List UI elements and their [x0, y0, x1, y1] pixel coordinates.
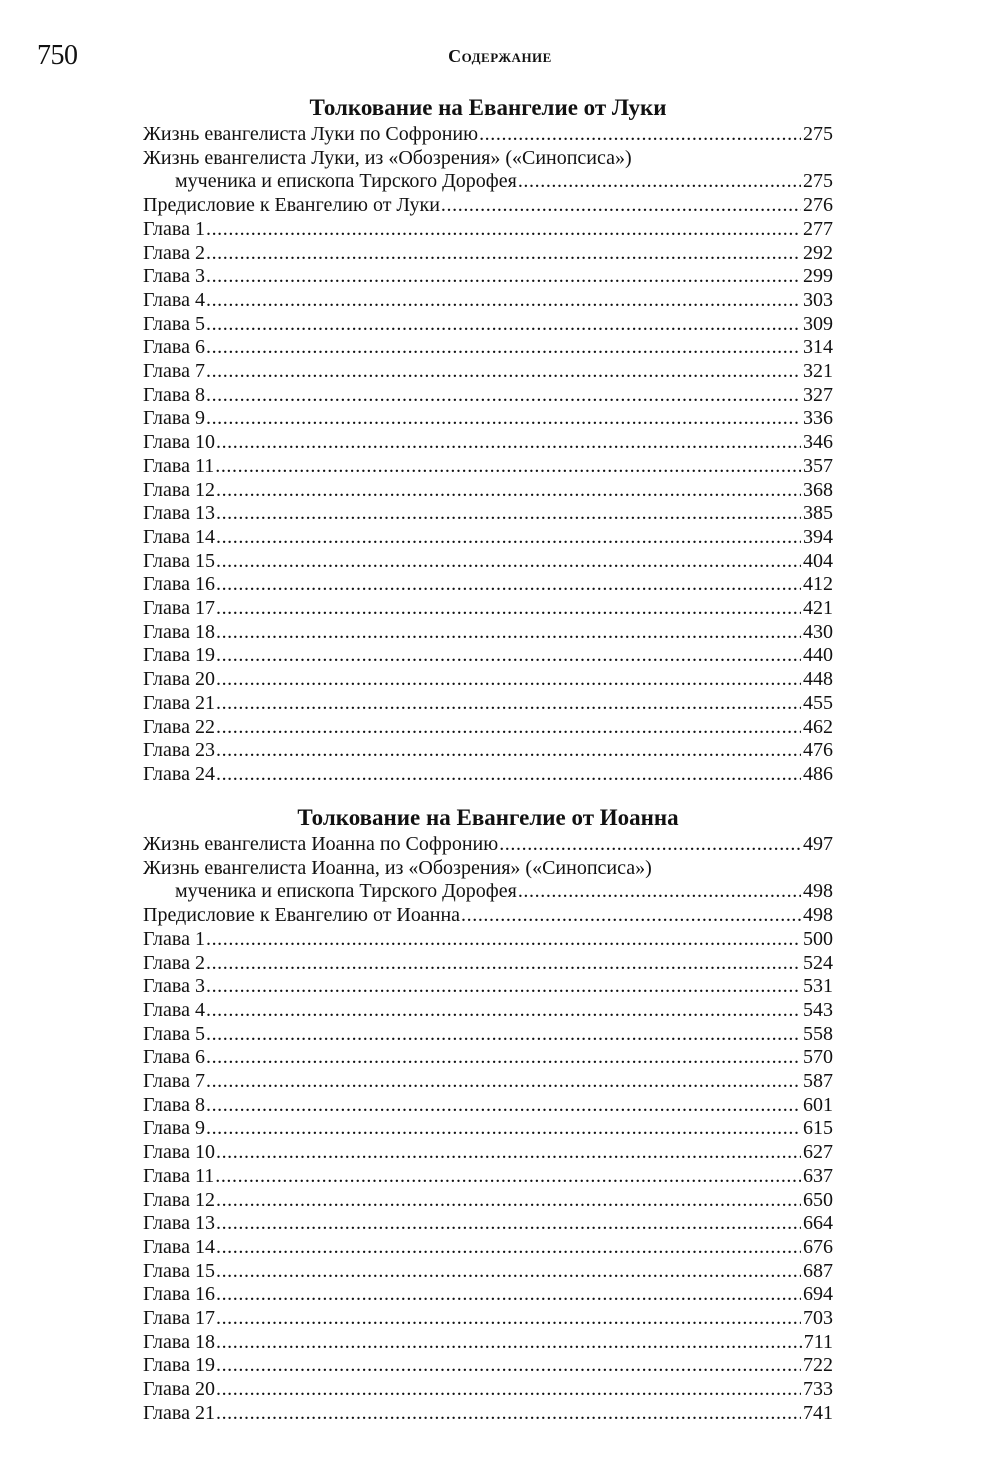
toc-entry-title: Глава 1 — [143, 927, 205, 950]
dot-leader — [216, 1402, 801, 1426]
toc-entry-page: 664 — [803, 1212, 833, 1235]
toc-entry-title: Глава 8 — [143, 1093, 205, 1116]
toc-entry-page: 275 — [803, 170, 833, 193]
toc-entry — [143, 1189, 833, 1213]
toc-entry — [143, 1378, 833, 1402]
toc-entry-title: Глава 21 — [143, 691, 215, 714]
toc-entry-title: Глава 18 — [143, 1330, 215, 1353]
toc-entry-title: Глава 6 — [143, 336, 205, 359]
toc-entry-title: Глава 10 — [143, 431, 215, 454]
toc-entry-title: Глава 11 — [143, 1164, 215, 1187]
toc-entry-page: 462 — [803, 715, 833, 738]
toc-entry — [143, 407, 833, 431]
toc-entry — [143, 1212, 833, 1236]
toc-entry — [143, 455, 833, 479]
dot-leader — [206, 975, 801, 999]
dot-leader — [216, 1307, 801, 1331]
dot-leader — [216, 644, 801, 668]
toc-entry-page: 601 — [803, 1093, 833, 1116]
toc-entry-page: 615 — [803, 1117, 833, 1140]
toc-entry-title: Глава 1 — [143, 217, 205, 240]
dot-leader — [216, 1260, 801, 1284]
toc-entry-title: Глава 9 — [143, 1117, 205, 1140]
dot-leader — [206, 1023, 801, 1047]
toc-entry-page: 430 — [803, 620, 833, 643]
toc-entry-page: 500 — [803, 927, 833, 950]
dot-leader — [206, 360, 801, 384]
toc-entry — [143, 999, 833, 1023]
toc-entry — [143, 1046, 833, 1070]
toc-entry-page: 404 — [803, 549, 833, 572]
running-title: Содержание — [448, 46, 552, 66]
toc-entry — [143, 1283, 833, 1307]
toc-entry-title: Глава 16 — [143, 573, 215, 596]
toc-entry — [143, 1354, 833, 1378]
toc-entry — [143, 479, 833, 503]
dot-leader — [216, 1141, 801, 1165]
toc-entry — [143, 526, 833, 550]
toc-entry-title: Глава 19 — [143, 1354, 215, 1377]
dot-leader — [215, 1165, 801, 1189]
toc-entry — [143, 975, 833, 999]
toc-section-john — [143, 803, 833, 1426]
toc-entry — [143, 242, 833, 266]
dot-leader — [216, 739, 801, 763]
toc-entry-title: Глава 10 — [143, 1141, 215, 1164]
toc-entry-page: 314 — [803, 336, 833, 359]
toc-entry-title: Глава 22 — [143, 715, 215, 738]
toc-entry — [143, 123, 833, 147]
dot-leader — [216, 431, 801, 455]
toc-entry-first-line: Жизнь евангелиста Иоанна, из «Обозрения» («Синопсиса») — [143, 856, 652, 879]
dot-leader — [206, 928, 801, 952]
toc-entry — [143, 265, 833, 289]
toc-entry-title: Глава 9 — [143, 407, 205, 430]
dot-leader — [206, 313, 801, 337]
toc-entry-page: 650 — [803, 1188, 833, 1211]
toc-entry-title: Глава 15 — [143, 549, 215, 572]
dot-leader — [216, 668, 801, 692]
toc-entry-title: Глава 14 — [143, 525, 215, 548]
toc-entry-page: 336 — [803, 407, 833, 430]
dot-leader — [216, 502, 801, 526]
toc-entry — [143, 621, 833, 645]
toc-entry — [143, 1094, 833, 1118]
dot-leader — [206, 265, 801, 289]
toc-entry-page: 498 — [803, 880, 833, 903]
toc-entry-title: мученика и епископа Тирского Дорофея — [175, 170, 517, 193]
toc-entry-title: Глава 17 — [143, 1307, 215, 1330]
toc-entry-title: мученика и епископа Тирского Дорофея — [175, 880, 517, 903]
toc-entry — [143, 1070, 833, 1094]
toc-entry-title: Глава 21 — [143, 1401, 215, 1424]
toc-entry-title: Глава 2 — [143, 951, 205, 974]
toc-list — [143, 123, 833, 787]
toc-entry-title: Глава 2 — [143, 241, 205, 264]
toc-entry — [143, 1331, 833, 1355]
toc-entry-page: 309 — [803, 312, 833, 335]
dot-leader — [206, 1117, 801, 1141]
dot-leader — [206, 407, 801, 431]
toc-entry — [143, 739, 833, 763]
toc-entry — [143, 313, 833, 337]
toc-entry-title: Глава 23 — [143, 739, 215, 762]
toc-entry-title: Глава 24 — [143, 762, 215, 785]
toc-entry-title: Глава 3 — [143, 265, 205, 288]
toc-entry-page: 448 — [803, 668, 833, 691]
toc-entry-page: 627 — [803, 1141, 833, 1164]
toc-entry-title: Глава 7 — [143, 360, 205, 383]
toc-entry — [143, 1402, 833, 1426]
running-head — [0, 36, 1000, 76]
toc-entry-title: Глава 19 — [143, 644, 215, 667]
dot-leader — [215, 455, 801, 479]
section-heading: Толкование на Евангелие от Иоанна — [297, 805, 679, 830]
toc-entry-title: Глава 20 — [143, 668, 215, 691]
dot-leader — [499, 833, 801, 857]
toc-entry-page: 687 — [803, 1259, 833, 1282]
toc-entry-page: 498 — [803, 904, 833, 927]
toc-entry — [143, 644, 833, 668]
page-number: 750 — [37, 40, 78, 71]
toc-entry-page: 455 — [803, 691, 833, 714]
dot-leader — [216, 716, 801, 740]
toc-entry — [143, 1117, 833, 1141]
toc-entry — [143, 1023, 833, 1047]
dot-leader — [206, 242, 801, 266]
toc-entry-title: Глава 8 — [143, 383, 205, 406]
toc-entry — [143, 573, 833, 597]
toc-entry — [143, 763, 833, 787]
toc-entry-title: Жизнь евангелиста Луки по Софронию — [143, 123, 479, 145]
dot-leader — [518, 880, 801, 904]
toc-entry-page: 733 — [803, 1378, 833, 1401]
toc-entry-page: 368 — [803, 478, 833, 501]
toc-entry — [143, 833, 833, 857]
toc-entry-page: 412 — [803, 573, 833, 596]
toc-entry — [143, 1236, 833, 1260]
toc-entry-page: 299 — [803, 265, 833, 288]
dot-leader — [216, 479, 801, 503]
toc-entry — [143, 692, 833, 716]
toc-entry-page: 558 — [803, 1022, 833, 1045]
dot-leader — [206, 952, 801, 976]
toc-entry-title: Жизнь евангелиста Иоанна по Софронию — [143, 833, 499, 855]
toc-entry — [143, 880, 833, 904]
toc-entry-title: Глава 14 — [143, 1235, 215, 1258]
toc-entry-title: Глава 5 — [143, 312, 205, 335]
toc-entry-page: 394 — [803, 525, 833, 548]
dot-leader — [216, 692, 801, 716]
toc-entry-title: Глава 7 — [143, 1070, 205, 1093]
toc-entry-page: 497 — [803, 833, 833, 855]
toc-entry — [143, 1307, 833, 1331]
dot-leader — [216, 621, 801, 645]
dot-leader — [216, 573, 801, 597]
dot-leader — [461, 904, 801, 928]
toc-entry — [143, 1141, 833, 1165]
toc-entry-title: Глава 13 — [143, 1212, 215, 1235]
toc-section-luke — [143, 93, 833, 787]
toc-entry-title: Глава 13 — [143, 502, 215, 525]
toc-entry — [143, 928, 833, 952]
toc-entry-page: 524 — [803, 951, 833, 974]
toc-entry-page: 694 — [803, 1283, 833, 1306]
toc-entry — [143, 289, 833, 313]
toc-entry-first-line: Жизнь евангелиста Луки, из «Обозрения» («Синопсиса») — [143, 146, 632, 169]
toc-entry-title: Предисловие к Евангелию от Луки — [143, 194, 440, 217]
dot-leader — [206, 1046, 801, 1070]
toc-entry-page: 276 — [803, 194, 833, 217]
toc-entry-title: Глава 18 — [143, 620, 215, 643]
dot-leader — [216, 550, 801, 574]
toc-entry-page: 421 — [803, 597, 833, 620]
toc-entry-page: 303 — [803, 288, 833, 311]
dot-leader — [216, 1378, 801, 1402]
toc-entry — [143, 1165, 833, 1189]
toc-entry — [143, 597, 833, 621]
dot-leader — [216, 1236, 801, 1260]
toc-list — [143, 833, 833, 1426]
dot-leader — [206, 218, 801, 242]
dot-leader — [216, 1212, 801, 1236]
toc-entry-page: 587 — [803, 1070, 833, 1093]
dot-leader — [206, 999, 801, 1023]
toc-entry-page: 357 — [803, 454, 833, 477]
toc-entry-title: Глава 5 — [143, 1022, 205, 1045]
toc-entry-page: 385 — [803, 502, 833, 525]
toc-entry-page: 570 — [803, 1046, 833, 1069]
dot-leader — [441, 194, 801, 218]
toc-entry-title: Глава 17 — [143, 597, 215, 620]
toc-entry-title: Глава 11 — [143, 454, 215, 477]
dot-leader — [206, 384, 801, 408]
dot-leader — [479, 123, 801, 147]
dot-leader — [216, 597, 801, 621]
toc-entry — [143, 904, 833, 928]
toc-entry-page: 722 — [803, 1354, 833, 1377]
toc-entry-page: 321 — [803, 360, 833, 383]
toc-entry — [143, 218, 833, 242]
toc-entry — [143, 716, 833, 740]
toc-entry-page: 676 — [803, 1235, 833, 1258]
toc-entry-page: 703 — [803, 1307, 833, 1330]
toc-entry-page: 741 — [803, 1401, 833, 1424]
toc-entry-page: 531 — [803, 975, 833, 998]
toc-entry-page: 346 — [803, 431, 833, 454]
toc-entry-page: 476 — [803, 739, 833, 762]
toc-entry-title: Глава 6 — [143, 1046, 205, 1069]
toc-entry — [143, 170, 833, 194]
toc-entry — [143, 1260, 833, 1284]
toc-entry — [143, 384, 833, 408]
toc-entry — [143, 502, 833, 526]
dot-leader — [206, 336, 801, 360]
dot-leader — [216, 526, 801, 550]
toc-entry — [143, 668, 833, 692]
dot-leader — [206, 1070, 801, 1094]
toc-entry-page: 543 — [803, 998, 833, 1021]
dot-leader — [216, 1283, 801, 1307]
toc-entry — [143, 431, 833, 455]
toc-entry — [143, 360, 833, 384]
dot-leader — [216, 1331, 802, 1355]
toc-entry-title: Глава 4 — [143, 998, 205, 1021]
toc-entry-title: Глава 16 — [143, 1283, 215, 1306]
toc-entry-title: Глава 4 — [143, 288, 205, 311]
dot-leader — [216, 1189, 801, 1213]
toc-entry — [143, 550, 833, 574]
toc-entry-page: 711 — [803, 1330, 833, 1353]
dot-leader — [216, 1354, 801, 1378]
toc-entry-title: Глава 12 — [143, 1188, 215, 1211]
toc-entry — [143, 952, 833, 976]
section-heading: Толкование на Евангелие от Луки — [309, 95, 667, 120]
dot-leader — [206, 289, 801, 313]
toc-entry-title: Глава 12 — [143, 478, 215, 501]
toc-entry-page: 277 — [803, 217, 833, 240]
toc-entry-page: 440 — [803, 644, 833, 667]
dot-leader — [216, 763, 801, 787]
dot-leader — [518, 170, 801, 194]
dot-leader — [206, 1094, 801, 1118]
toc-entry-page: 292 — [803, 241, 833, 264]
toc-entry-page: 327 — [803, 383, 833, 406]
toc-entry — [143, 336, 833, 360]
toc-entry — [143, 194, 833, 218]
toc-entry-page: 486 — [803, 762, 833, 785]
toc-entry-title: Глава 20 — [143, 1378, 215, 1401]
toc-entry-title: Глава 3 — [143, 975, 205, 998]
toc-entry-page: 637 — [803, 1164, 833, 1187]
toc-entry-title: Предисловие к Евангелию от Иоанна — [143, 904, 461, 927]
toc-entry-page: 275 — [803, 123, 833, 145]
toc-entry-title: Глава 15 — [143, 1259, 215, 1282]
